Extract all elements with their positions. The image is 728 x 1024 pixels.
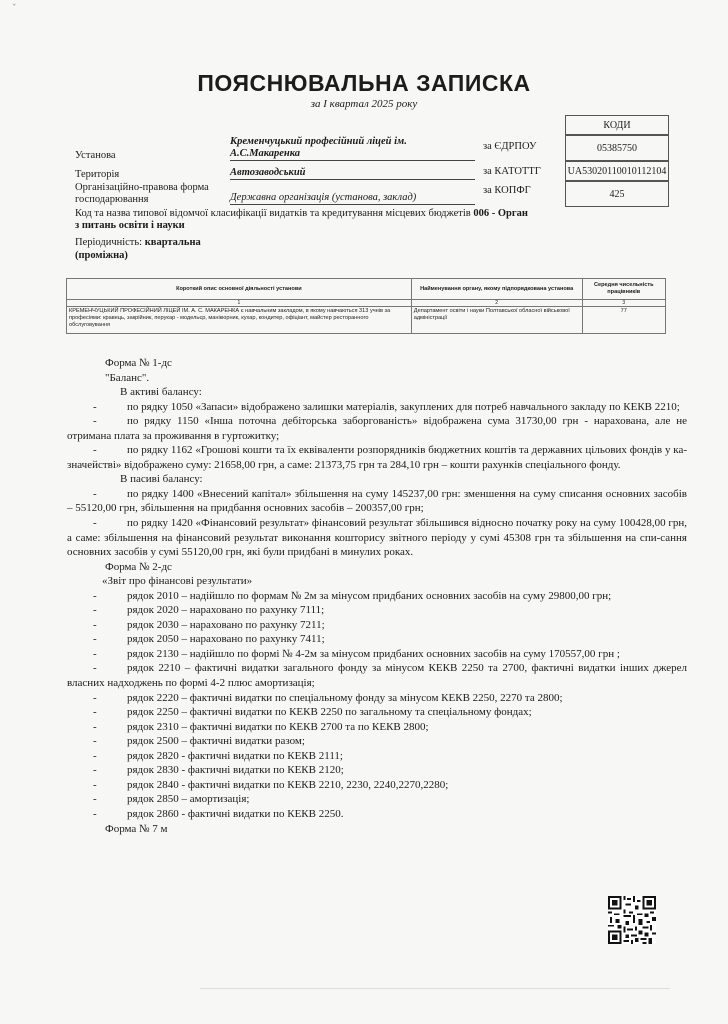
periodicity-label: Періодичність: [75, 237, 143, 248]
activity-header-description: Короткий опис основної діяльності установи [67, 279, 412, 300]
activity-table [66, 278, 666, 334]
form2-title: Форма № 2-дс [105, 560, 172, 573]
territory-label: Територія [75, 169, 120, 180]
report-row-2130: - рядок 2130 – надійшло по формі № 4-2м за мінусом придбаних основних засобів на суму 170557,00 грн ; [93, 647, 620, 660]
report-row-2820: - рядок 2820 - фактичні видатки по КЕКВ 2111; [93, 749, 343, 762]
activity-table-numbers [67, 300, 666, 307]
activity-employees: 77 [582, 307, 665, 334]
col-number-1: 1 [67, 300, 412, 307]
org-form-label-line2: господарювання [75, 194, 149, 205]
institution-label: Установа [75, 150, 116, 161]
activity-header-authority: Найменування органу, якому підпорядкована установа [411, 279, 582, 300]
budget-code-line1: Код та назва типової відомчої класифікації видатків та кредитування місцевих бюджетів [75, 208, 471, 219]
report-row-2030: - рядок 2030 – нараховано по рахунку 7211; [93, 618, 325, 631]
liabilities-intro: В пасиві балансу: [120, 473, 203, 486]
report-row-2500: - рядок 2500 – фактичні видатки разом; [93, 735, 305, 748]
kopfg-value: 425 [565, 181, 669, 207]
report-row-2210: - рядок 2210 – фактичні видатки загального фонду за мінусом КЕКВ 2250 та 2700, фактичні видатки інших джерел власних надходжень по формі 4-2 плюс амортизація; [67, 662, 687, 690]
activity-table-header [67, 279, 666, 300]
table-row [67, 307, 666, 334]
report-row-2050: - рядок 2050 – нараховано по рахунку 7411; [93, 633, 325, 646]
asset-item-1: - по рядку 1050 «Запаси» відображено залишки матеріалів, закуплених для потреб навчального закладу по КЕКВ 2210; [93, 400, 680, 413]
institution-value-line1: Кременчуцький професійний ліцей ім. [230, 136, 407, 147]
budget-code-bold: 006 - Орган [473, 208, 528, 219]
report-row-2830: - рядок 2830 - фактичні видатки по КЕКВ 2120; [93, 764, 344, 777]
budget-code-line2: з питань освіти і науки [75, 220, 185, 231]
katottg-value: UA53020110010112104 [565, 161, 669, 181]
institution-value-line2: А.С.Макаренка [230, 148, 475, 161]
form7-title: Форма № 7 м [105, 822, 168, 835]
footer-divider [200, 988, 670, 989]
report-row-2850: - рядок 2850 – амортизація; [93, 793, 250, 806]
liability-item-2: - по рядку 1420 «Фінансовий результат» фінансовий результат збільшився відносно початку року на суму 100428,00 грн, а саме: збільшення на фінансовий результат виконання кошторису звітного періоду у сумі 45308 грн та збільшення на спи-сання основних засобів у сумі 55120,00 грн, які були придбані в минулих роках. [67, 517, 687, 559]
activity-authority: Департамент освіти і науки Полтавської обласної військової адміністрації [411, 307, 582, 334]
codes-header: КОДИ [565, 115, 669, 135]
activity-description: КРЕМЕНЧУЦЬКИЙ ПРОФЕСІЙНИЙ ЛІЦЕЙ ІМ. А. С. МАКАРЕНКА є навчальним закладом, в якому навчаються 313 учнів за професіями: кравець, закрійник, перукар - модельєр, манікюрник, кухар, кондитер, офіціант, майстер ресторанного обслуговування [67, 307, 412, 334]
territory-value: Автозаводський [230, 167, 475, 180]
scan-mark: ˇ [12, 4, 17, 14]
report-row-2220: - рядок 2220 – фактичні видатки по спеціальному фонду за мінусом КЕКВ 2250, 2270 та 2800; [93, 691, 563, 704]
report-row-2020: - рядок 2020 – нараховано по рахунку 7111; [93, 604, 325, 617]
edrpou-label: за ЄДРПОУ [483, 141, 537, 152]
kopfg-label: за КОПФГ [483, 185, 531, 196]
assets-intro: В активі балансу: [120, 386, 202, 399]
form1-title: Форма № 1-дс [105, 357, 172, 369]
explanatory-body [67, 356, 687, 836]
activity-header-employees: Середня чисельність працівників [582, 279, 665, 300]
report-row-2310: - рядок 2310 – фактичні видатки по КЕКВ 2700 та по КЕКВ 2800; [93, 720, 429, 733]
liability-item-1: - по рядку 1400 «Внесений капітал» збільшення на суму 145237,00 грн: зменшення на суму списання основних засобів – 55120,00 грн, збільшення на придбання основних засобів – 200357,00 грн; [67, 487, 687, 515]
org-form-value: Державна організація (установа, заклад) [230, 192, 475, 205]
asset-item-2: - по рядку 1150 «Інша поточна дебіторська заборгованість» відображена сума 31730,00 грн - нарахована, але не отримана плата за проживання в гуртожитку; [67, 415, 687, 442]
budget-code-text [75, 208, 570, 220]
form1-name: "Баланс". [105, 371, 150, 384]
report-row-2860: - рядок 2860 - фактичні видатки по КЕКВ 2250. [93, 807, 344, 820]
report-row-2250: - рядок 2250 – фактичні видатки по КЕКВ 2250 по загальному та спеціальному фондах; [93, 706, 532, 719]
qr-code-icon [608, 896, 656, 944]
katottg-label: за КАТОТТГ [483, 166, 541, 177]
page-title: ПОЯСНЮВАЛЬНА ЗАПИСКА [197, 70, 531, 96]
org-form-label-line1: Організаційно-правова форма [75, 182, 209, 193]
report-row-2840: - рядок 2840 - фактичні видатки по КЕКВ 2210, 2230, 2240,2270,2280; [93, 778, 449, 791]
form2-name: «Звіт про фінансові результати» [102, 575, 253, 588]
col-number-2: 2 [411, 300, 582, 307]
periodicity-block [75, 237, 201, 249]
col-number-3: 3 [582, 300, 665, 307]
report-row-2010: - рядок 2010 – надійшло по формам № 2м за мінусом придбаних основних засобів на суму 29800,00 грн; [93, 589, 612, 602]
page-subtitle: за I квартал 2025 року [310, 98, 418, 110]
asset-item-3: - по рядку 1162 «Грошові кошти та їх еквіваленти розпорядників бюджетних коштів та державних цільових фондів у ка-значействі» відображено суму: 21658,00 грн, а саме: 21373,75 грн та 284,10 грн – кошти рахунків спеціального фонду. [67, 444, 687, 471]
edrpou-value: 05385750 [565, 135, 669, 161]
periodicity-value2: (проміжна) [75, 250, 128, 261]
periodicity-value1: квартальна [144, 237, 201, 248]
